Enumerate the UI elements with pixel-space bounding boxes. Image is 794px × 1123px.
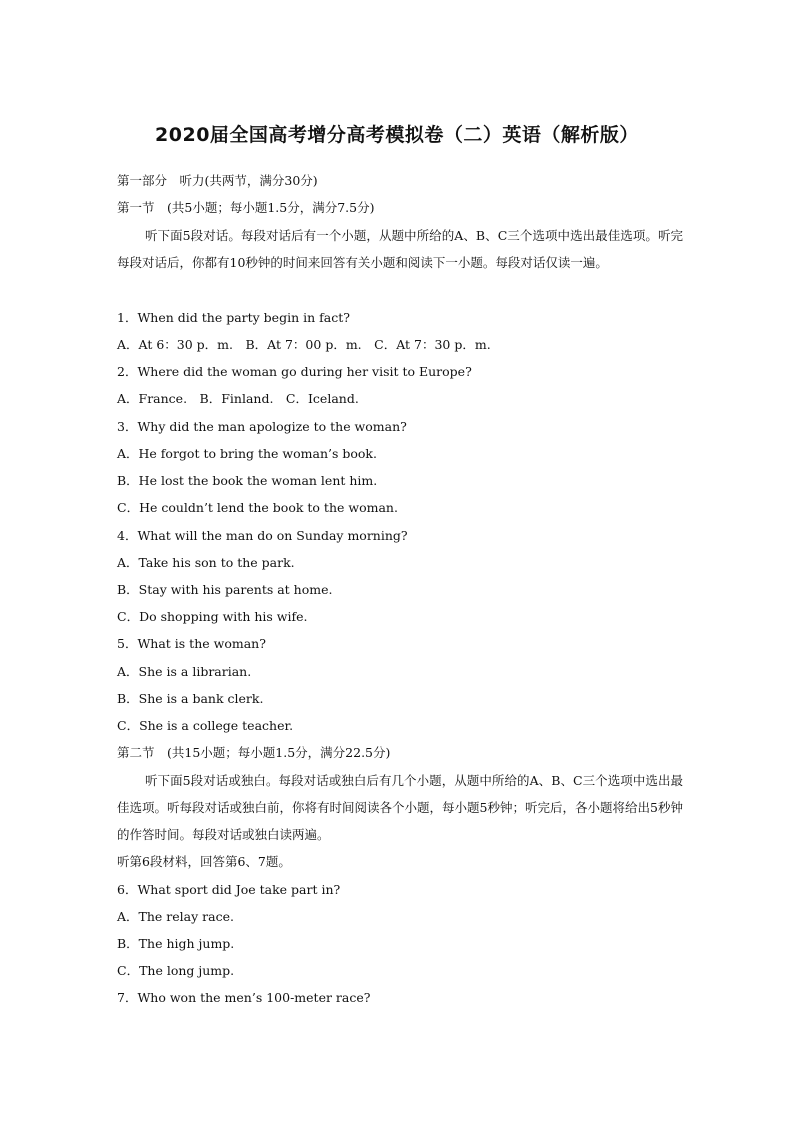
question-3-stem: 3．Why did the man apologize to the woman?	[117, 419, 407, 434]
question-4-option-a: A．Take his son to the park.	[117, 555, 295, 570]
question-3-option-c: C．He couldn’t lend the book to the woman.	[117, 500, 398, 515]
question-4-stem: 4．What will the man do on Sunday morning?	[117, 528, 408, 543]
question-2-options: A．France. B．Finland. C．Iceland.	[117, 391, 359, 406]
question-2-stem: 2．Where did the woman go during her visit to Europe?	[117, 364, 472, 379]
part1-heading: 第一部分 听力(共两节，满分30分)	[117, 173, 318, 188]
question-5-option-b: B．She is a bank clerk.	[117, 691, 264, 706]
question-6-stem: 6．What sport did Joe take part in?	[117, 882, 341, 897]
question-1-stem: 1．When did the party begin in fact?	[117, 310, 350, 325]
section2-instructions: 听下面5段对话或独白。每段对话或独白后有几个小题，从题中所给的A、B、C三个选项中选出最佳选项。听每段对话或独白前，你将有时间阅读各个小题，每小题5秒钟；听完后，各小题将给出5秒钟的作答时间。每段对话或独白读两遍。	[117, 773, 683, 842]
question-5-option-c: C．She is a college teacher.	[117, 718, 294, 733]
question-5-option-a: A．She is a librarian.	[117, 664, 252, 679]
question-6-option-a: A．The relay race.	[117, 909, 234, 924]
document-title: 2020届全国高考增分高考模拟卷（二）英语（解析版）	[155, 124, 639, 146]
material-6-heading: 听第6段材料，回答第6、7题。	[117, 854, 291, 869]
section2-heading: 第二节 (共15小题；每小题1.5分，满分22.5分)	[117, 745, 391, 760]
section1-heading: 第一节 (共5小题；每小题1.5分，满分7.5分)	[117, 200, 375, 215]
question-3-option-a: A．He forgot to bring the woman’s book.	[117, 446, 377, 461]
question-6-option-b: B．The high jump.	[117, 936, 235, 951]
section1-instructions: 听下面5段对话。每段对话后有一个小题，从题中所给的A、B、C三个选项中选出最佳选项。听完每段对话后，你都有10秒钟的时间来回答有关小题和阅读下一小题。每段对话仅读一遍。	[117, 228, 683, 270]
question-3-option-b: B．He lost the book the woman lent him.	[117, 473, 378, 488]
question-5-stem: 5．What is the woman?	[117, 636, 266, 651]
question-1-options: A．At 6：30 p．m. B．At 7：00 p．m. C．At 7：30 p．m.	[117, 337, 491, 352]
question-7-stem: 7．Who won the men’s 100-meter race?	[117, 990, 371, 1005]
question-6-option-c: C．The long jump.	[117, 963, 235, 978]
question-4-option-b: B．Stay with his parents at home.	[117, 582, 333, 597]
question-4-option-c: C．Do shopping with his wife.	[117, 609, 308, 624]
